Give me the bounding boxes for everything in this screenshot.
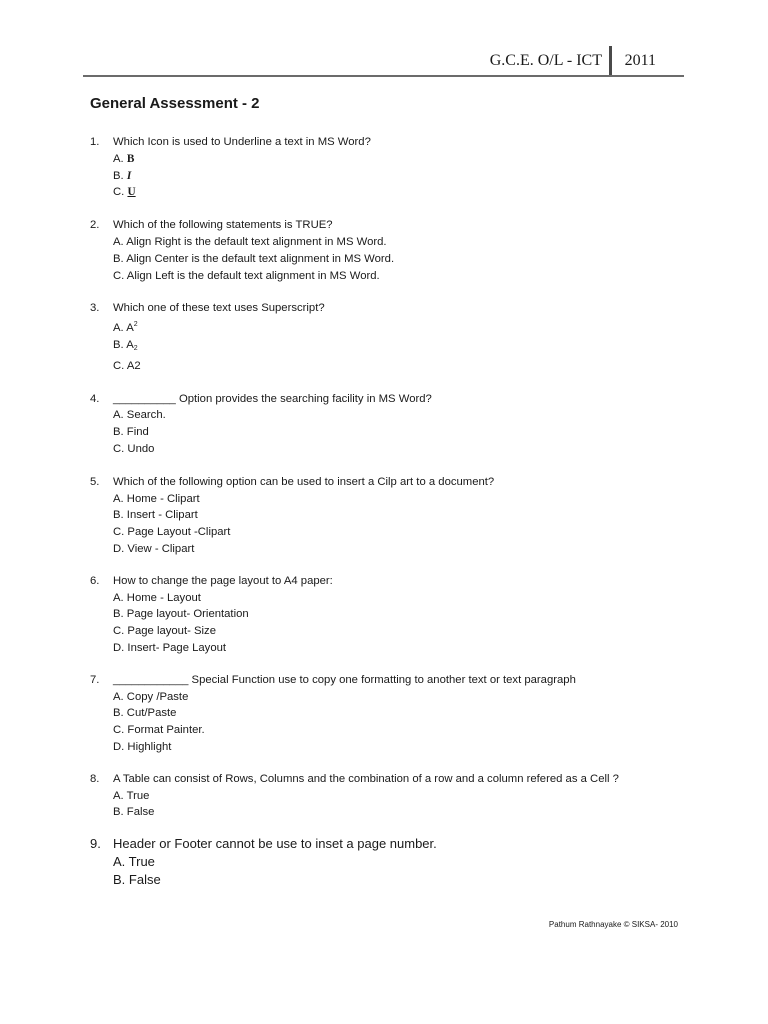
header-course: G.C.E. O/L - ICT	[489, 52, 602, 69]
option-a: A. $A^2$	[113, 321, 138, 335]
question-number: 2.	[90, 219, 100, 232]
option-a: A. Align Right is the default text alignment in MS Word.	[113, 235, 387, 248]
option-c: C. Page layout- Size	[113, 625, 216, 638]
option-a: A. True	[113, 854, 155, 870]
question-5	[90, 474, 710, 558]
question-text: Header or Footer cannot be use to inset a page number.	[113, 836, 437, 852]
option-c: C. Undo	[113, 442, 155, 455]
question-text: Which of the following option can be used to insert a Cilp art to a document?	[113, 475, 495, 488]
question-number: 3.	[90, 302, 100, 315]
option-a: A. Home - Layout	[113, 591, 201, 604]
option-b: B. Page layout- Orientation	[113, 608, 249, 621]
question-2	[90, 217, 710, 284]
option-a: A. B	[113, 152, 135, 165]
question-number: 5.	[90, 475, 100, 488]
option-b: B. Cut/Paste	[113, 707, 177, 720]
page-footer: Pathum Rathnayake © SIKSA- 2010	[548, 920, 678, 929]
question-7	[90, 672, 710, 756]
question-text: How to change the page layout to A4 paper:	[113, 574, 333, 587]
header-divider	[609, 46, 612, 75]
question-1	[90, 134, 710, 201]
question-text: ____________ Special Function use to copy one formatting to another text or text paragraph	[113, 673, 576, 686]
option-b: B. $A_2$	[113, 338, 138, 352]
question-number: 6.	[90, 574, 100, 587]
question-number: 7.	[90, 673, 100, 686]
option-b: B. Find	[113, 426, 149, 439]
question-number: 8.	[90, 772, 100, 785]
option-a: A. Copy /Paste	[113, 690, 189, 703]
option-c: C. U	[113, 186, 136, 199]
question-4	[90, 391, 710, 458]
question-number: 1.	[90, 136, 100, 148]
option-a: A. Home - Clipart	[113, 492, 200, 505]
option-c: C. A2	[113, 359, 141, 372]
option-b: B. False	[113, 872, 161, 888]
option-c: C. Align Left is the default text alignment in MS Word.	[113, 269, 380, 282]
question-3	[90, 300, 710, 374]
option-c: C. Format Painter.	[113, 724, 205, 737]
option-d: D. View - Clipart	[113, 542, 195, 555]
question-text: A Table can consist of Rows, Columns and the combination of a row and a column refered as a Cell ?	[113, 772, 619, 785]
option-b: B. False	[113, 806, 155, 819]
header-year: 2011	[624, 52, 656, 69]
option-d: D. Highlight	[113, 740, 172, 753]
question-text: __________ Option provides the searching facility in MS Word?	[113, 392, 432, 405]
page-header	[83, 46, 684, 77]
option-b: B. I	[113, 169, 132, 182]
question-text: Which one of these text uses Superscript?	[113, 302, 325, 315]
question-9	[90, 835, 710, 889]
question-list	[90, 134, 710, 889]
question-number: 9.	[90, 836, 101, 852]
option-b: B. Align Center is the default text alignment in MS Word.	[113, 252, 395, 265]
option-b: B. Insert - Clipart	[113, 509, 198, 522]
option-a: A. Search.	[113, 409, 166, 422]
question-number: 4.	[90, 392, 100, 405]
option-c: C. Page Layout -Clipart	[113, 526, 231, 539]
question-8	[90, 771, 710, 821]
option-a: A. True	[113, 789, 150, 802]
question-6	[90, 573, 710, 657]
option-d: D. Insert- Page Layout	[113, 641, 227, 654]
page-title: General Assessment - 2	[90, 95, 260, 112]
question-text: Which of the following statements is TRUE?	[113, 219, 333, 232]
question-text: Which Icon is used to Underline a text in MS Word?	[113, 136, 371, 148]
